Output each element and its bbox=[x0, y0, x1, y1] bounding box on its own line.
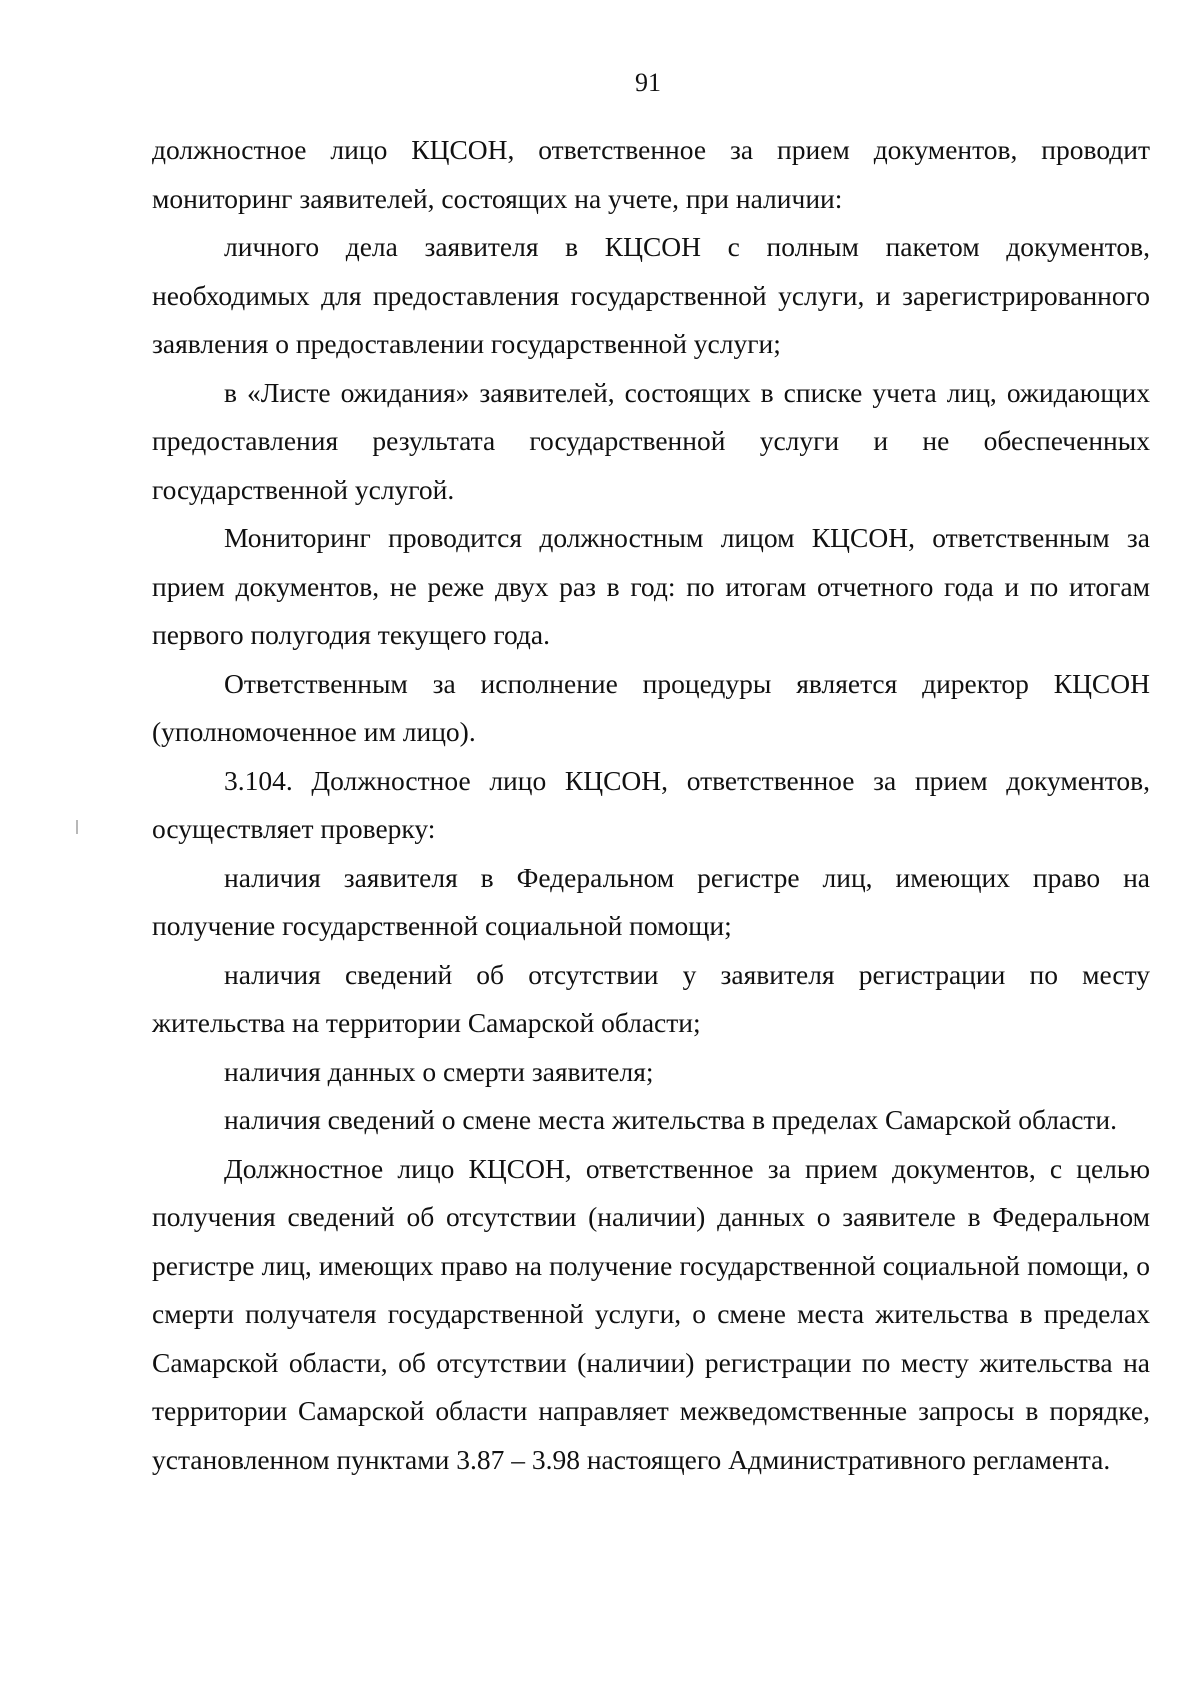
document-body bbox=[152, 126, 1150, 1484]
paragraph-responsible-person: Ответственным за исполнение процедуры является директор КЦСОН (уполномоченное им лицо). bbox=[152, 667, 1150, 747]
paragraph-check-death: наличия данных о смерти заявителя; bbox=[224, 1055, 654, 1087]
paragraph-interagency-requests: Должностное лицо КЦСОН, ответственное за прием документов, с целью получения сведений об отсутствии (наличии) данных о заявителе в Федеральном регистре лиц, имеющих право на получение государственной социальной помощи, о смерти получателя государственной услуги, о смене места жительства в пределах Самарской области, об отсутствии (наличии) регистрации по месту жительства на территории Самарской области направляет межведомственные запросы в порядке, установленном пунктами 3.87 – 3.98 настоящего Административного регламента. bbox=[152, 1152, 1150, 1475]
paragraph-monitoring-frequency: Мониторинг проводится должностным лицом КЦСОН, ответственным за прием документов, не реже двух раз в год: по итогам отчетного года и по итогам первого полугодия текущего года. bbox=[152, 522, 1150, 650]
paragraph-check-residence-change: наличия сведений о смене места жительства в пределах Самарской области. bbox=[224, 1104, 1118, 1135]
paragraph-monitoring-intro: должностное лицо КЦСОН, ответственное за прием документов, проводит мониторинг заявителей, состоящих на учете, при наличии: bbox=[152, 134, 1150, 214]
paragraph-section-3-104: 3.104. Должностное лицо КЦСОН, ответственное за прием документов, осуществляет проверку: bbox=[152, 764, 1150, 844]
paragraph-waiting-list: в «Листе ожидания» заявителей, состоящих в списке учета лиц, ожидающих предоставления результата государственной услуги и не обеспеченных государственной услугой. bbox=[152, 376, 1150, 505]
scan-artifact-mark bbox=[76, 820, 78, 834]
paragraph-check-federal-register: наличия заявителя в Федеральном регистре лиц, имеющих право на получение государственной социальной помощи; bbox=[152, 861, 1150, 941]
paragraph-check-registration: наличия сведений об отсутствии у заявителя регистрации по месту жительства на территории Самарской области; bbox=[152, 958, 1150, 1038]
paragraph-personal-file: личного дела заявителя в КЦСОН с полным пакетом документов, необходимых для предоставления государственной услуги, и зарегистрированного заявления о предоставлении государственной услуги; bbox=[152, 231, 1150, 359]
page-number: 91 bbox=[635, 68, 661, 97]
